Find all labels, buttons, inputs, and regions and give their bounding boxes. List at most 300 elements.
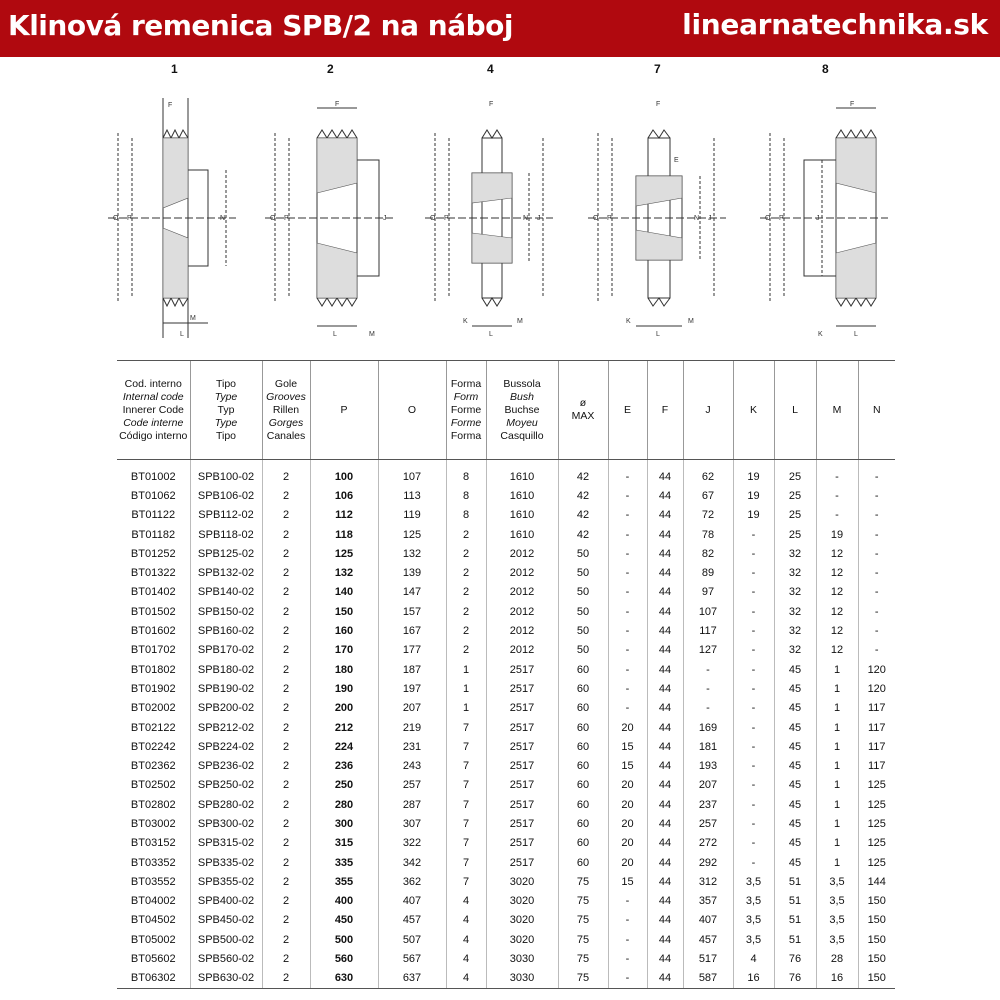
- table-cell: 1610: [486, 486, 558, 505]
- column-header-line: E: [623, 403, 631, 416]
- figure-2-dim-j: J: [383, 215, 387, 222]
- table-cell: 2: [446, 583, 486, 602]
- table-cell: 177: [378, 641, 446, 660]
- table-cell: 150: [858, 930, 895, 949]
- table-cell: 75: [558, 872, 608, 891]
- table-cell: 45: [774, 718, 816, 737]
- figure-2-dim-m: M: [369, 331, 375, 338]
- table-cell: -: [733, 718, 774, 737]
- table-cell: 193: [683, 756, 733, 775]
- column-header-line: K: [749, 403, 757, 416]
- table-cell: 44: [647, 776, 683, 795]
- column-header-5: [446, 361, 486, 460]
- table-cell: 2: [262, 544, 310, 563]
- table-cell: 60: [558, 795, 608, 814]
- table-cell: 400: [310, 892, 378, 911]
- table-row: [117, 460, 895, 487]
- table-cell: 107: [378, 460, 446, 487]
- table-cell: SPB450-02: [190, 911, 262, 930]
- table-cell: 60: [558, 660, 608, 679]
- table-cell: 97: [683, 583, 733, 602]
- table-cell: 1: [446, 660, 486, 679]
- table-cell: -: [858, 486, 895, 505]
- table-cell: 127: [683, 641, 733, 660]
- table-cell: 25: [774, 460, 816, 487]
- table-cell: BT02802: [130, 798, 176, 811]
- table-cell: 237: [683, 795, 733, 814]
- table-cell: 44: [647, 872, 683, 891]
- figure-4-dim-j: J: [537, 215, 541, 222]
- table-cell: 357: [683, 892, 733, 911]
- table-cell: -: [608, 949, 647, 968]
- table-cell: 112: [310, 506, 378, 525]
- table-cell: 150: [858, 892, 895, 911]
- column-header-line: Canales: [266, 429, 306, 442]
- table-cell: 630: [310, 969, 378, 989]
- table-cell: 28: [816, 949, 858, 968]
- table-cell: 2: [262, 737, 310, 756]
- table-cell: SPB560-02: [190, 949, 262, 968]
- table-cell: 3,5: [733, 911, 774, 930]
- table-cell: 457: [378, 911, 446, 930]
- table-cell: SPB630-02: [190, 969, 262, 989]
- table-row: [117, 718, 895, 737]
- table-cell: SPB170-02: [190, 641, 262, 660]
- table-cell: 7: [446, 853, 486, 872]
- table-cell: 140: [310, 583, 378, 602]
- table-cell: 19: [733, 460, 774, 487]
- figure-4-dim-o: O: [430, 215, 436, 222]
- table-cell: 45: [774, 660, 816, 679]
- table-cell: 236: [310, 756, 378, 775]
- table-header-row: [117, 361, 895, 460]
- figure-2-label: 2: [327, 62, 334, 76]
- table-cell: -: [608, 621, 647, 640]
- table-cell: 7: [446, 776, 486, 795]
- table-cell: 2: [262, 853, 310, 872]
- table-cell: -: [816, 460, 858, 487]
- table-cell: BT03552: [130, 875, 176, 888]
- table-cell: 2517: [486, 834, 558, 853]
- table-cell: 2012: [486, 583, 558, 602]
- table-cell: 20: [608, 718, 647, 737]
- table-cell: 4: [446, 892, 486, 911]
- table-cell: 2: [262, 930, 310, 949]
- table-cell: 106: [310, 486, 378, 505]
- table-cell: 3020: [486, 872, 558, 891]
- table-cell: 7: [446, 834, 486, 853]
- table-cell: 207: [683, 776, 733, 795]
- table-cell: 44: [647, 930, 683, 949]
- table-cell: -: [608, 699, 647, 718]
- table-cell: 117: [858, 699, 895, 718]
- table-cell: -: [816, 506, 858, 525]
- column-header-line: Forma: [450, 377, 482, 390]
- table-cell: 32: [774, 621, 816, 640]
- table-cell: 3030: [486, 949, 558, 968]
- figure-8-dim-p: P: [779, 215, 784, 222]
- table-row: [117, 872, 895, 891]
- table-cell: 50: [558, 544, 608, 563]
- table-row: [117, 583, 895, 602]
- table-cell: 44: [647, 525, 683, 544]
- table-cell: 60: [558, 718, 608, 737]
- table-row: [117, 814, 895, 833]
- table-cell: 25: [774, 506, 816, 525]
- table-cell: 322: [378, 834, 446, 853]
- figure-1-dim-l: L: [180, 331, 184, 338]
- column-header-line: Gorges: [268, 416, 304, 429]
- table-cell: 1: [816, 776, 858, 795]
- table-cell: 170: [310, 641, 378, 660]
- table-cell: 300: [310, 814, 378, 833]
- table-cell: 2: [262, 834, 310, 853]
- table-cell: 4: [446, 911, 486, 930]
- table-cell: 44: [647, 641, 683, 660]
- table-cell: SPB224-02: [190, 737, 262, 756]
- table-cell: BT05002: [130, 933, 176, 946]
- table-cell: 407: [683, 911, 733, 930]
- table-cell: 8: [446, 486, 486, 505]
- table-cell: SPB150-02: [190, 602, 262, 621]
- table-cell: 3,5: [816, 911, 858, 930]
- column-header-line: Gole: [274, 377, 298, 390]
- figure-7-dim-e: E: [674, 157, 679, 164]
- table-cell: 335: [310, 853, 378, 872]
- table-cell: SPB236-02: [190, 756, 262, 775]
- table-cell: BT01802: [130, 663, 176, 676]
- table-cell: -: [733, 641, 774, 660]
- table-cell: 197: [378, 679, 446, 698]
- table-row: [117, 486, 895, 505]
- table-cell: 67: [683, 486, 733, 505]
- table-row: [117, 911, 895, 930]
- table-cell: 19: [816, 525, 858, 544]
- table-cell: 7: [446, 737, 486, 756]
- table-cell: 2517: [486, 776, 558, 795]
- table-cell: 16: [816, 969, 858, 989]
- pulley-diagrams: [0, 58, 1000, 358]
- site-name: linearnatechnika.sk: [682, 8, 988, 41]
- table-cell: 32: [774, 641, 816, 660]
- table-cell: 243: [378, 756, 446, 775]
- table-cell: 362: [378, 872, 446, 891]
- table-cell: 2: [262, 660, 310, 679]
- column-header-13: [816, 361, 858, 460]
- table-cell: 2012: [486, 621, 558, 640]
- table-row: [117, 544, 895, 563]
- column-header-8: [608, 361, 647, 460]
- table-cell: BT01182: [131, 528, 176, 541]
- table-cell: 8: [446, 506, 486, 525]
- table-cell: 125: [858, 814, 895, 833]
- column-header-line: Grooves: [266, 390, 306, 403]
- table-cell: -: [733, 583, 774, 602]
- figure-4-dim-f: F: [489, 101, 494, 108]
- figure-4-dim-k: K: [463, 318, 468, 325]
- table-cell: 180: [310, 660, 378, 679]
- table-cell: 147: [378, 583, 446, 602]
- table-cell: 2: [446, 641, 486, 660]
- table-cell: 44: [647, 737, 683, 756]
- table-cell: 75: [558, 911, 608, 930]
- table-cell: 287: [378, 795, 446, 814]
- table-cell: 45: [774, 679, 816, 698]
- table-cell: 150: [858, 969, 895, 989]
- table-cell: -: [608, 506, 647, 525]
- table-cell: 292: [683, 853, 733, 872]
- table-cell: 3,5: [816, 930, 858, 949]
- table-cell: 44: [647, 679, 683, 698]
- table-cell: 4: [446, 949, 486, 968]
- table-cell: BT01002: [130, 470, 176, 483]
- table-cell: 2: [262, 814, 310, 833]
- figure-7-dim-l: L: [656, 331, 660, 338]
- figure-4-dim-p: P: [444, 215, 449, 222]
- table-cell: 167: [378, 621, 446, 640]
- table-cell: -: [816, 486, 858, 505]
- figure-7-dim-p: P: [607, 215, 612, 222]
- figure-1-dim-f: F: [168, 102, 173, 109]
- table-row: [117, 641, 895, 660]
- table-cell: 45: [774, 699, 816, 718]
- table-row: [117, 795, 895, 814]
- table-cell: 44: [647, 892, 683, 911]
- table-cell: -: [608, 583, 647, 602]
- table-cell: -: [608, 486, 647, 505]
- table-cell: 157: [378, 602, 446, 621]
- table-cell: 60: [558, 814, 608, 833]
- table-cell: 75: [558, 930, 608, 949]
- table-cell: 75: [558, 969, 608, 989]
- table-cell: 118: [310, 525, 378, 544]
- table-cell: -: [733, 756, 774, 775]
- column-header-3: [310, 361, 378, 460]
- table-cell: 2012: [486, 641, 558, 660]
- table-cell: BT01252: [130, 547, 176, 560]
- table-cell: -: [608, 911, 647, 930]
- table-cell: 44: [647, 969, 683, 989]
- column-header-line: Forme: [450, 416, 482, 429]
- table-cell: 2: [262, 641, 310, 660]
- table-cell: 517: [683, 949, 733, 968]
- table-cell: 12: [816, 641, 858, 660]
- table-cell: -: [683, 699, 733, 718]
- table-cell: 637: [378, 969, 446, 989]
- table-cell: BT03002: [130, 817, 176, 830]
- table-cell: 82: [683, 544, 733, 563]
- column-header-line: Forma: [450, 429, 482, 442]
- table-row: [117, 737, 895, 756]
- column-header-line: Type: [214, 416, 238, 429]
- column-header-4: [378, 361, 446, 460]
- table-cell: 60: [558, 776, 608, 795]
- table-cell: 125: [858, 834, 895, 853]
- table-cell: 44: [647, 834, 683, 853]
- table-cell: 1: [816, 795, 858, 814]
- table-row: [117, 834, 895, 853]
- column-header-line: M: [832, 403, 842, 416]
- table-cell: 125: [310, 544, 378, 563]
- table-cell: 120: [858, 660, 895, 679]
- table-cell: SPB400-02: [190, 892, 262, 911]
- table-cell: 44: [647, 506, 683, 525]
- table-cell: -: [733, 525, 774, 544]
- table-cell: BT06302: [117, 969, 190, 989]
- table-cell: 50: [558, 563, 608, 582]
- figure-7-dim-o: O: [593, 215, 599, 222]
- table-cell: 2517: [486, 795, 558, 814]
- column-header-line: Code interne: [123, 416, 184, 429]
- table-cell: 219: [378, 718, 446, 737]
- table-cell: 2: [446, 602, 486, 621]
- table-cell: 2517: [486, 756, 558, 775]
- table-header: [117, 361, 895, 460]
- table-cell: BT03152: [130, 837, 176, 850]
- table-cell: 44: [647, 756, 683, 775]
- table-cell: 44: [647, 544, 683, 563]
- table-cell: -: [733, 699, 774, 718]
- figure-1-dim-p: P: [127, 215, 132, 222]
- table-cell: 51: [774, 872, 816, 891]
- table-cell: 117: [858, 756, 895, 775]
- table-cell: 75: [558, 949, 608, 968]
- table-cell: SPB300-02: [190, 814, 262, 833]
- table-cell: 44: [647, 602, 683, 621]
- table-cell: 150: [858, 911, 895, 930]
- table-cell: -: [608, 641, 647, 660]
- table-row: [117, 679, 895, 698]
- table-cell: 144: [858, 872, 895, 891]
- table-cell: 44: [647, 949, 683, 968]
- table-cell: 407: [378, 892, 446, 911]
- table-cell: BT02122: [130, 721, 176, 734]
- table-cell: 2: [262, 525, 310, 544]
- table-cell: -: [733, 737, 774, 756]
- table-cell: BT01602: [130, 625, 176, 638]
- table-cell: 250: [310, 776, 378, 795]
- table-row: [117, 563, 895, 582]
- table-cell: BT01902: [130, 682, 176, 695]
- table-cell: 44: [647, 795, 683, 814]
- table-cell: 12: [816, 602, 858, 621]
- table-row: [117, 756, 895, 775]
- table-cell: 2517: [486, 853, 558, 872]
- figure-4-dim-n: N: [523, 215, 529, 222]
- table-cell: -: [858, 544, 895, 563]
- table-cell: BT01702: [130, 644, 176, 657]
- table-cell: -: [608, 679, 647, 698]
- table-cell: 60: [558, 834, 608, 853]
- table-row: [117, 602, 895, 621]
- table-cell: 2: [262, 621, 310, 640]
- table-cell: 342: [378, 853, 446, 872]
- table-cell: -: [608, 969, 647, 989]
- table-cell: 190: [310, 679, 378, 698]
- table-cell: 257: [683, 814, 733, 833]
- table-cell: 1: [816, 834, 858, 853]
- table-cell: 2: [262, 506, 310, 525]
- table-cell: 307: [378, 814, 446, 833]
- table-cell: 560: [310, 949, 378, 968]
- column-header-line: Cod. interno: [124, 377, 182, 390]
- column-header-line: Tipo: [215, 429, 237, 442]
- table-cell: 100: [310, 460, 378, 487]
- table-cell: 45: [774, 737, 816, 756]
- table-cell: 20: [608, 814, 647, 833]
- table-cell: 315: [310, 834, 378, 853]
- table-cell: 45: [774, 853, 816, 872]
- table-cell: BT03352: [130, 856, 176, 869]
- figure-8-drawing: [760, 98, 890, 358]
- table-cell: BT01122: [131, 509, 176, 522]
- column-header-11: [733, 361, 774, 460]
- figure-1-dim-o: O: [113, 215, 119, 222]
- table-cell: BT02362: [130, 760, 176, 773]
- figure-1-drawing: [108, 98, 238, 358]
- table-cell: 2: [446, 525, 486, 544]
- table-cell: 20: [608, 776, 647, 795]
- table-cell: BT01062: [130, 489, 176, 502]
- table-cell: 44: [647, 486, 683, 505]
- table-cell: SPB118-02: [190, 525, 262, 544]
- table-cell: 32: [774, 563, 816, 582]
- table-row: [117, 525, 895, 544]
- column-header-2: [262, 361, 310, 460]
- table-cell: 44: [647, 460, 683, 487]
- table-cell: 19: [733, 486, 774, 505]
- column-header-line: ø: [579, 397, 587, 409]
- table-cell: 113: [378, 486, 446, 505]
- figure-1-dim-m: M: [190, 315, 196, 322]
- table-cell: 2: [262, 718, 310, 737]
- column-header-line: Typ: [217, 403, 235, 416]
- table-cell: 44: [647, 563, 683, 582]
- table-row: [117, 969, 895, 989]
- table-cell: 3,5: [733, 892, 774, 911]
- table-cell: -: [858, 583, 895, 602]
- column-header-9: [647, 361, 683, 460]
- table-cell: 32: [774, 602, 816, 621]
- table-cell: 60: [558, 756, 608, 775]
- table-cell: SPB180-02: [190, 660, 262, 679]
- column-header-6: [486, 361, 558, 460]
- table-row: [117, 930, 895, 949]
- table-cell: 44: [647, 853, 683, 872]
- table-cell: 1: [816, 679, 858, 698]
- pulley-spec-table: [117, 360, 895, 989]
- table-cell: 44: [647, 583, 683, 602]
- column-header-line: Moyeu: [506, 416, 538, 429]
- table-cell: 45: [774, 756, 816, 775]
- table-cell: -: [733, 834, 774, 853]
- table-cell: 4: [446, 930, 486, 949]
- column-header-line: Código interno: [119, 429, 188, 442]
- table-cell: 15: [608, 737, 647, 756]
- table-cell: 150: [310, 602, 378, 621]
- table-cell: 32: [774, 544, 816, 563]
- table-cell: 280: [310, 795, 378, 814]
- table-cell: -: [733, 814, 774, 833]
- table-row: [117, 853, 895, 872]
- figure-1-label: 1: [171, 62, 178, 76]
- table-cell: 50: [558, 583, 608, 602]
- table-cell: 2012: [486, 602, 558, 621]
- table-cell: -: [733, 544, 774, 563]
- table-cell: SPB355-02: [190, 872, 262, 891]
- table-cell: 60: [558, 699, 608, 718]
- table-cell: 139: [378, 563, 446, 582]
